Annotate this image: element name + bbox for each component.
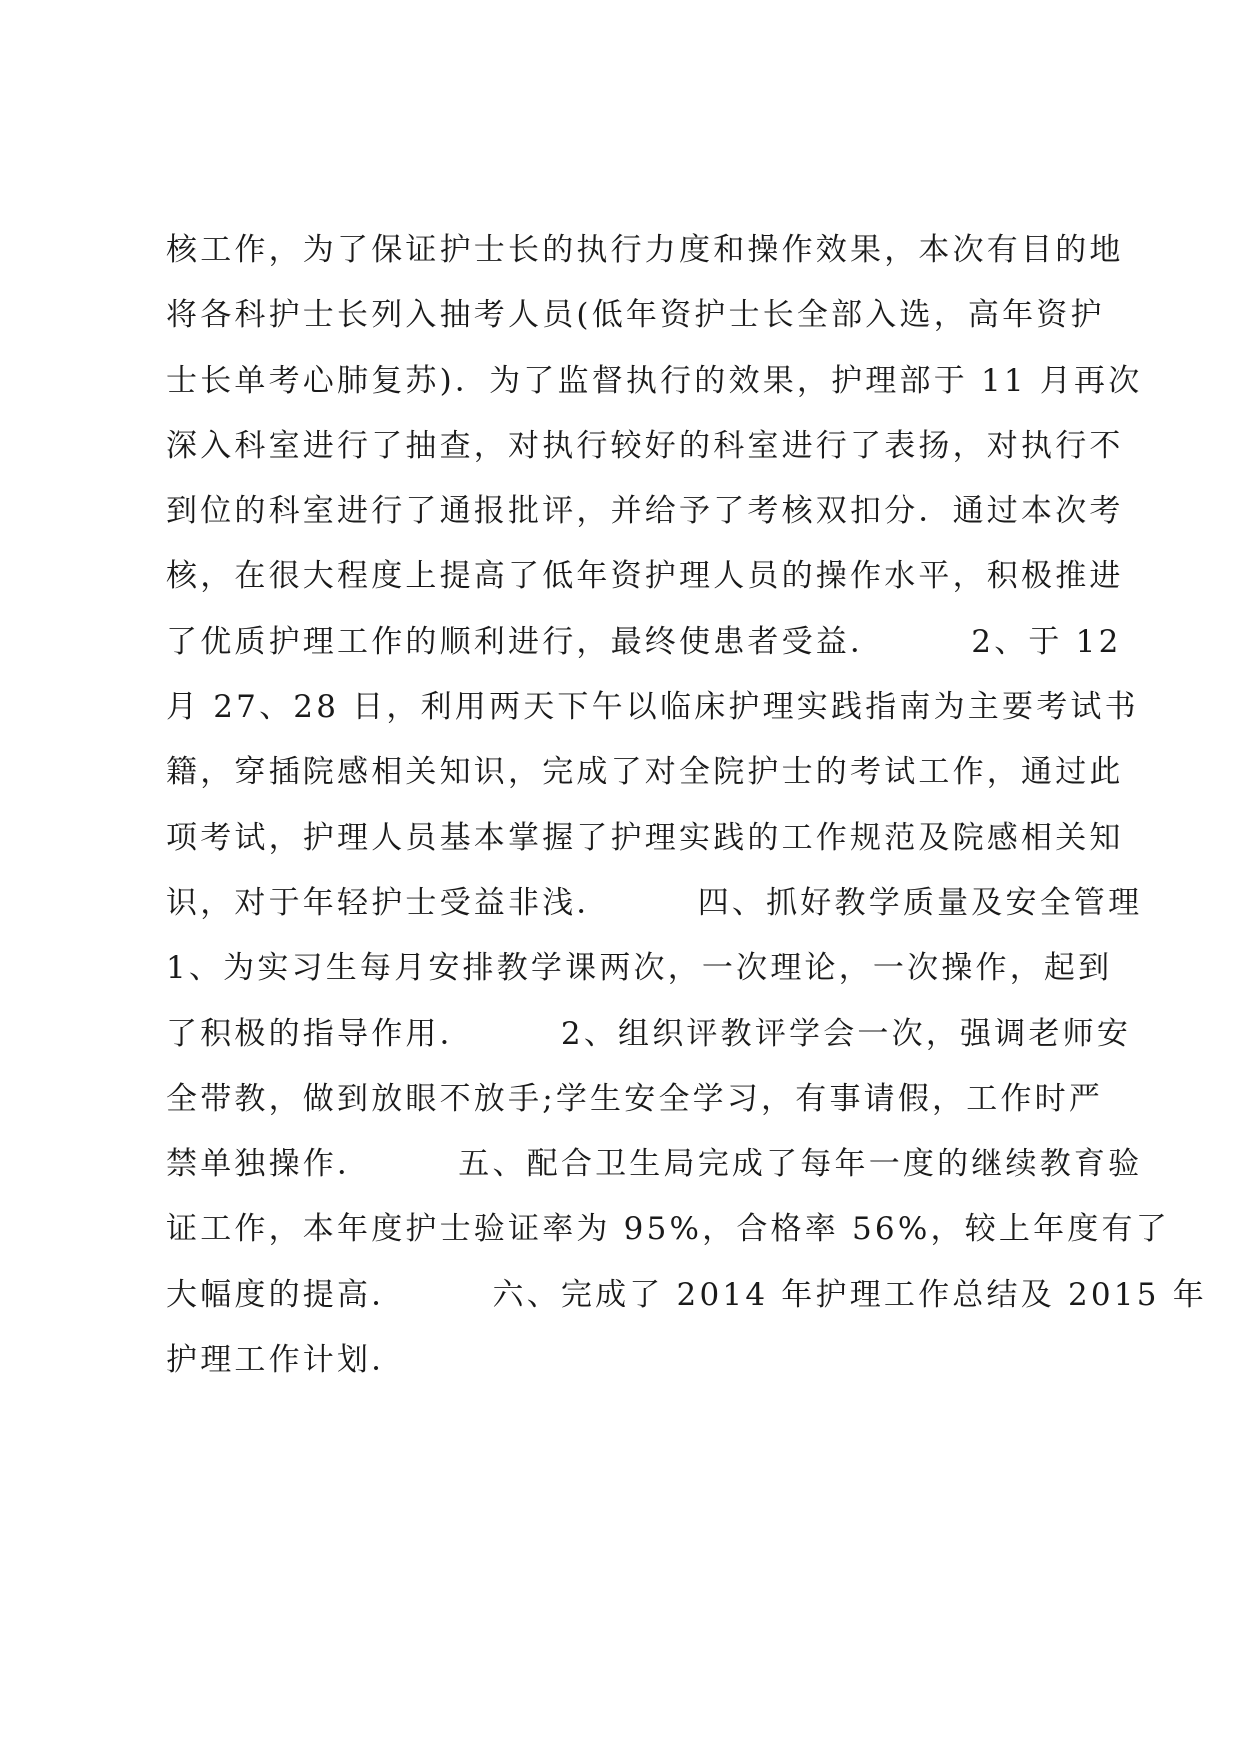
text-line: 全带教，做到放眼不放手;学生安全学习，有事请假，工作时严 (166, 1080, 1104, 1117)
text-line: 大幅度的提高． 六、完成了 2014 年护理工作总结及 2015 年 (166, 1276, 1207, 1313)
text-line: 识，对于年轻护士受益非浅． 四、抓好教学质量及安全管理 (166, 884, 1143, 921)
body-text (166, 224, 1207, 1399)
text-line: 到位的科室进行了通报批评，并给予了考核双扣分．通过本次考 (166, 493, 1124, 530)
text-line: 士长单考心肺复苏)．为了监督执行的效果，护理部于 11 月再次 (166, 362, 1143, 399)
text-line: 禁单独操作． 五、配合卫生局完成了每年一度的继续教育验 (166, 1146, 1143, 1183)
text-line: 籍，穿插院感相关知识，完成了对全院护士的考试工作，通过此 (166, 754, 1124, 791)
text-line: 了优质护理工作的顺利进行，最终使患者受益． 2、于 12 (166, 623, 1122, 660)
text-line: 证工作，本年度护士验证率为 95%，合格率 56%，较上年度有了 (166, 1211, 1170, 1248)
text-line: 月 27、28 日，利用两天下午以临床护理实践指南为主要考试书 (166, 689, 1139, 726)
text-line: 护理工作计划． (166, 1342, 406, 1379)
text-line: 核工作，为了保证护士长的执行力度和操作效果，本次有目的地 (166, 232, 1124, 268)
text-line: 核，在很大程度上提高了低年资护理人员的操作水平，积极推进 (166, 558, 1124, 595)
text-line: 项考试，护理人员基本掌握了护理实践的工作规范及院感相关知 (166, 819, 1124, 856)
text-line: 了积极的指导作用． 2、组织评教评学会一次，强调老师安 (166, 1015, 1132, 1052)
text-line: 1、为实习生每月安排教学课两次，一次理论，一次操作，起到 (166, 950, 1113, 987)
text-line: 将各科护士长列入抽考人员(低年资护士长全部入选，高年资护 (166, 297, 1105, 334)
text-line: 深入科室进行了抽查，对执行较好的科室进行了表扬，对执行不 (166, 427, 1124, 464)
